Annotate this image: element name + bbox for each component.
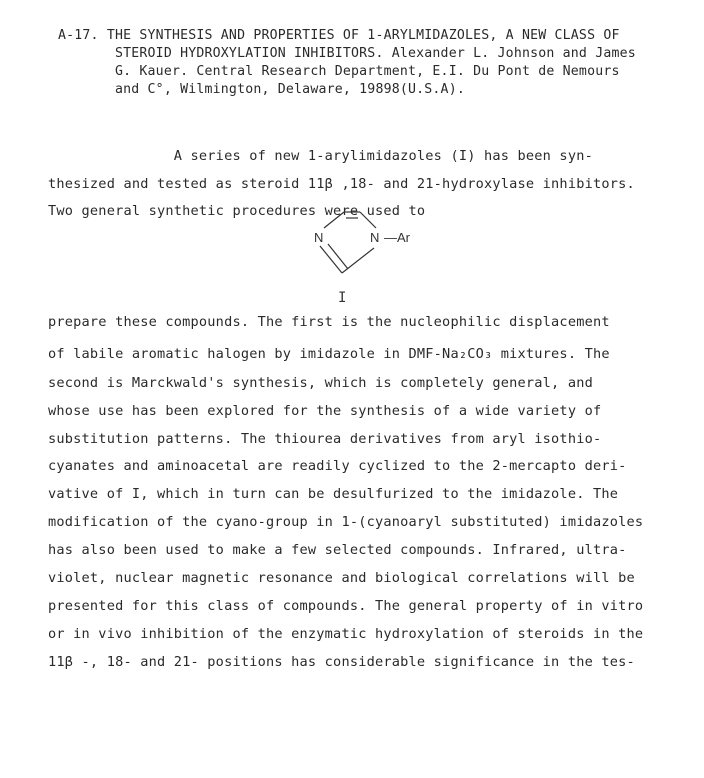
body-text-line: has also been used to make a few selected compounds. Infrared, ultra- <box>48 542 627 558</box>
body-text-line: second is Marckwald's synthesis, which is completely general, and <box>48 375 593 391</box>
body-text-line: substitution patterns. The thiourea derivatives from aryl isothio- <box>48 431 602 447</box>
body-text-line: modification of the cyano-group in 1-(cyanoaryl substituted) imidazoles <box>48 514 644 530</box>
nitrogen-right: N <box>370 230 380 245</box>
body-text-line: thesized and tested as steroid 11β ,18- and 21-hydroxylase inhibitors. <box>48 176 635 192</box>
nitrogen-left: N <box>314 230 324 245</box>
body-text-line: of labile aromatic halogen by imidazole in DMF-Na₂CO₃ mixtures. The <box>48 346 610 362</box>
body-text-line: or in vivo inhibition of the enzymatic hydroxylation of steroids in the <box>48 626 644 642</box>
imidazole-ring-drawing <box>290 196 450 306</box>
body-text-line: presented for this class of compounds. The general property of in vitro <box>48 598 644 614</box>
body-text-line: 11β -, 18- and 21- positions has considerable significance in the tes- <box>48 654 635 670</box>
body-text-line: prepare these compounds. The first is the nucleophilic displacement <box>48 314 610 330</box>
authors-line: G. Kauer. Central Research Department, E.I. Du Pont de Nemours <box>58 64 620 79</box>
abstract-title-line: A-17. THE SYNTHESIS AND PROPERTIES OF 1-ARYLMIDAZOLES, A NEW CLASS OF <box>58 28 620 43</box>
body-text-line: Two general synthetic procedures were used to <box>48 203 426 219</box>
aryl-substituent: —Ar <box>384 230 410 245</box>
compound-label: I <box>338 290 347 306</box>
body-text-line: whose use has been explored for the synthesis of a wide variety of <box>48 403 602 419</box>
body-text-line: cyanates and aminoacetal are readily cyclized to the 2-mercapto deri- <box>48 458 627 474</box>
body-text-line: vative of I, which in turn can be desulfurized to the imidazole. The <box>48 486 619 502</box>
body-text-line: A series of new 1-arylimidazoles (I) has been syn- <box>48 148 593 164</box>
affiliation-line: and C°, Wilmington, Delaware, 19898(U.S.A). <box>58 82 465 97</box>
imidazole-structure <box>290 196 450 310</box>
body-text-line: violet, nuclear magnetic resonance and biological correlations will be <box>48 570 635 586</box>
abstract-title-line: STEROID HYDROXYLATION INHIBITORS. Alexander L. Johnson and James <box>58 46 636 61</box>
